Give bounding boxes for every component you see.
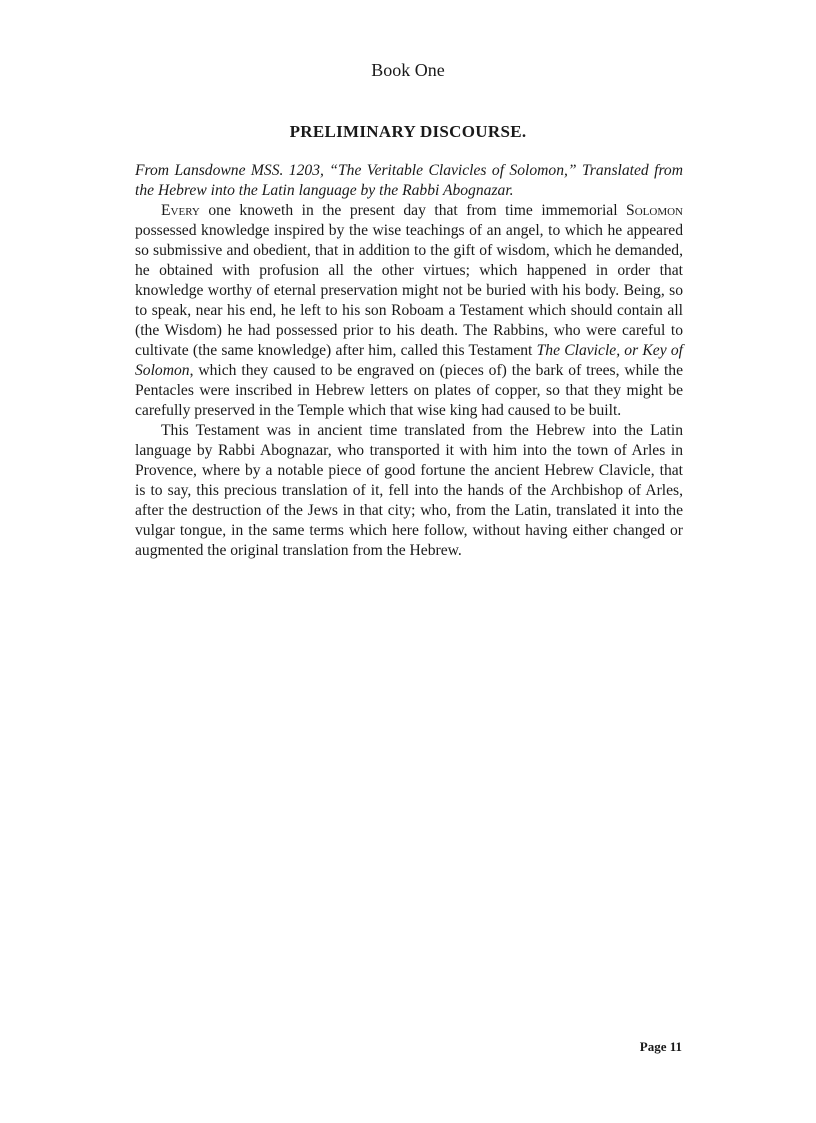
source-note: From Lansdowne MSS. 1203, “The Veritable Clavicles of Solomon,” Translated from the Hebrew into the Latin language by the Rabbi Abognazar. bbox=[135, 162, 683, 199]
page-number: Page 11 bbox=[639, 1039, 682, 1054]
paragraph-1 bbox=[135, 201, 683, 421]
paragraph-2: This Testament was in ancient time translated from the Hebrew into the Latin language by Rabbi Abognazar, who transported it with him into the town of Arles in Provence, where by a notable piece of good fortune the ancient Hebrew Clavicle, that is to say, this precious translation of it, fell into the hands of the Archbishop of Arles, after the destruction of the Jews in that city; who, from the Latin, translated it into the vulgar tongue, in the same terms which here follow, without having either changed or augmented the original translation from the Hebrew. bbox=[135, 422, 683, 559]
section-title: PRELIMINARY DISCOURSE. bbox=[289, 122, 527, 141]
running-header: Book One bbox=[371, 60, 445, 80]
clavicle-title: The Clavicle, or Key of Solomon bbox=[135, 342, 683, 379]
body-text bbox=[135, 161, 683, 561]
paragraph-1-part-b: possessed knowledge inspired by the wise teachings of an angel, to which he appeared so submissive and obedient, that in addition to the gift of wisdom, which he demanded, he obtained with profusion all the other virtues; which happened in order that knowledge worthy of eternal preservation might not be buried with his body. Being, so to speak, near his end, he left to his son Roboam a Testament which should contain all (the Wisdom) he had possessed prior to his death. The Rabbins, who were careful to cultivate (the same knowledge) after him, called this Testament bbox=[135, 222, 683, 359]
paragraph-1-part-c: , which they caused to be engraved on (pieces of) the bark of trees, while the Pentacles were inscribed in Hebrew letters on plates of copper, so that they might be carefully preserved in the Temple which that wise king had caused to be built. bbox=[135, 362, 683, 419]
paragraph-1-part-a: one knoweth in the present day that from time immemorial bbox=[199, 202, 627, 219]
solomon-name: Solomon bbox=[626, 202, 683, 219]
lead-word: Every bbox=[161, 202, 200, 219]
